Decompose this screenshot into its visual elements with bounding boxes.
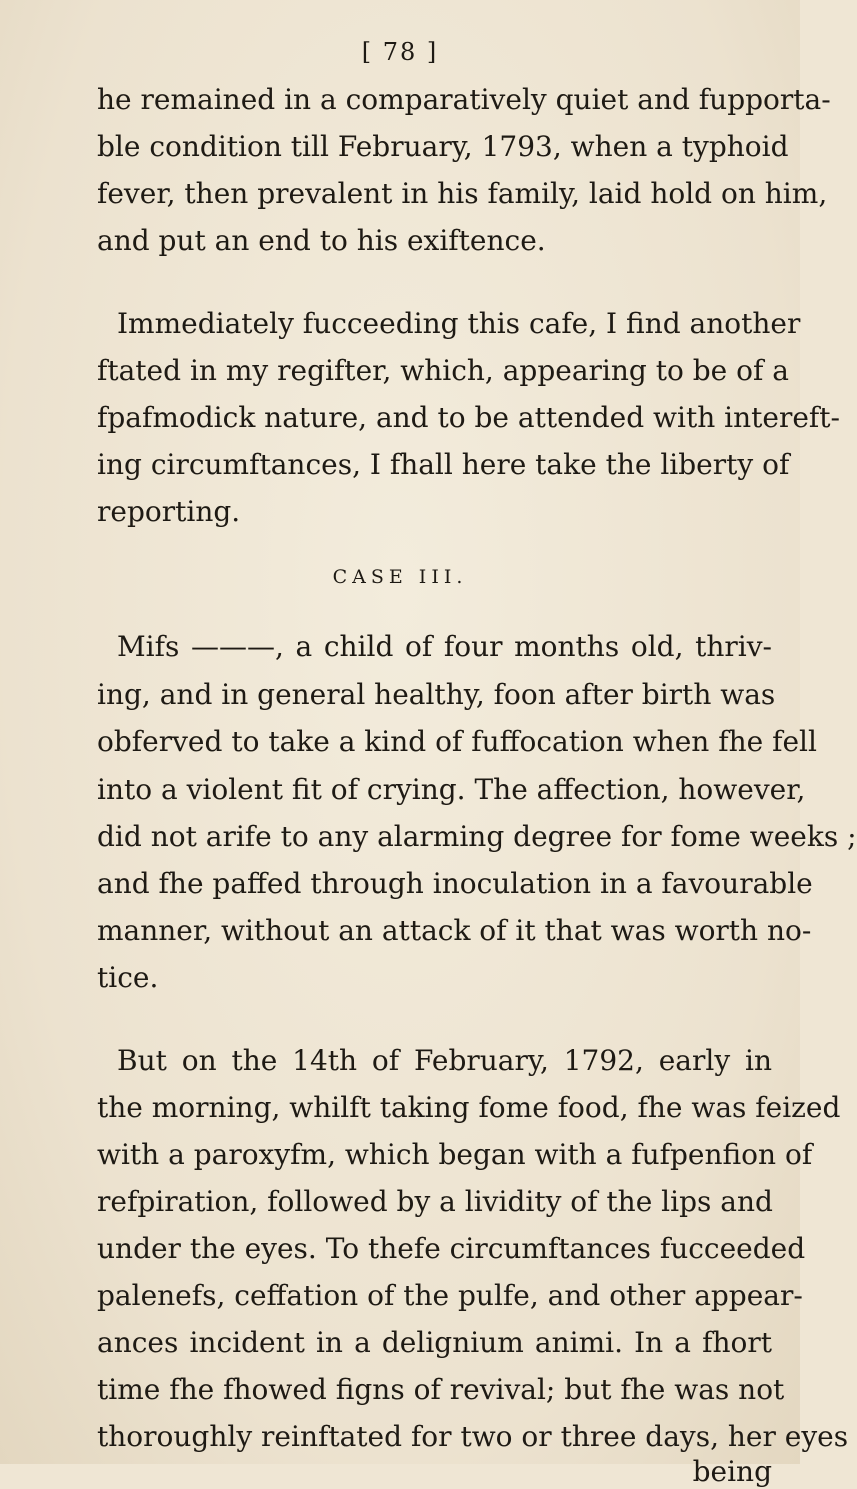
text-line: Mifs ———, a child of four months old, thriv- <box>117 630 772 663</box>
text-line: time fhe fhowed figns of revival; but fhe was not <box>97 1373 785 1406</box>
catchword: being <box>692 1455 772 1488</box>
text-line: fpafmodick nature, and to be attended with intereft- <box>97 401 840 434</box>
text-line: the morning, whilft taking fome food, fhe was feized <box>97 1091 841 1124</box>
text-line: But on the 14th of February, 1792, early in <box>117 1044 772 1077</box>
text-line: refpiration, followed by a lividity of the lips and <box>97 1185 773 1218</box>
text-line: into a violent fit of crying. The affection, however, <box>97 773 806 806</box>
text-line: under the eyes. To thefe circumftances fucceeded <box>97 1232 806 1265</box>
case-heading: CASE III. <box>332 566 468 588</box>
text-line: fever, then prevalent in his family, laid hold on him, <box>97 177 828 210</box>
text-line: ble condition till February, 1793, when a typhoid <box>97 130 789 163</box>
text-line: ftated in my regifter, which, appearing to be of a <box>97 354 789 387</box>
text-line: ing, and in general healthy, foon after birth was <box>97 678 776 711</box>
text-line: and fhe paffed through inoculation in a favourable <box>97 867 813 900</box>
text-line: he remained in a comparatively quiet and fupporta- <box>97 83 831 116</box>
text-line: with a paroxyfm, which began with a fufpenfion of <box>97 1138 813 1171</box>
text-line: and put an end to his exiftence. <box>97 224 546 257</box>
text-line: tice. <box>97 961 159 994</box>
text-line: palenefs, ceffation of the pulfe, and other appear- <box>97 1279 803 1312</box>
page-number: [ 78 ] <box>361 38 439 66</box>
text-line: manner, without an attack of it that was worth no- <box>97 914 812 947</box>
text-line: did not arife to any alarming degree for fome weeks ; <box>97 820 857 853</box>
text-line: ing circumftances, I fhall here take the liberty of <box>97 448 790 481</box>
text-line: reporting. <box>97 495 241 528</box>
text-line: ances incident in a delignium animi. In a fhort <box>97 1326 772 1359</box>
text-line: thoroughly reinftated for two or three days, her eyes <box>97 1420 849 1453</box>
text-line: obferved to take a kind of fuffocation when fhe fell <box>97 725 817 758</box>
text-line: Immediately fucceeding this cafe, I find another <box>117 307 801 340</box>
